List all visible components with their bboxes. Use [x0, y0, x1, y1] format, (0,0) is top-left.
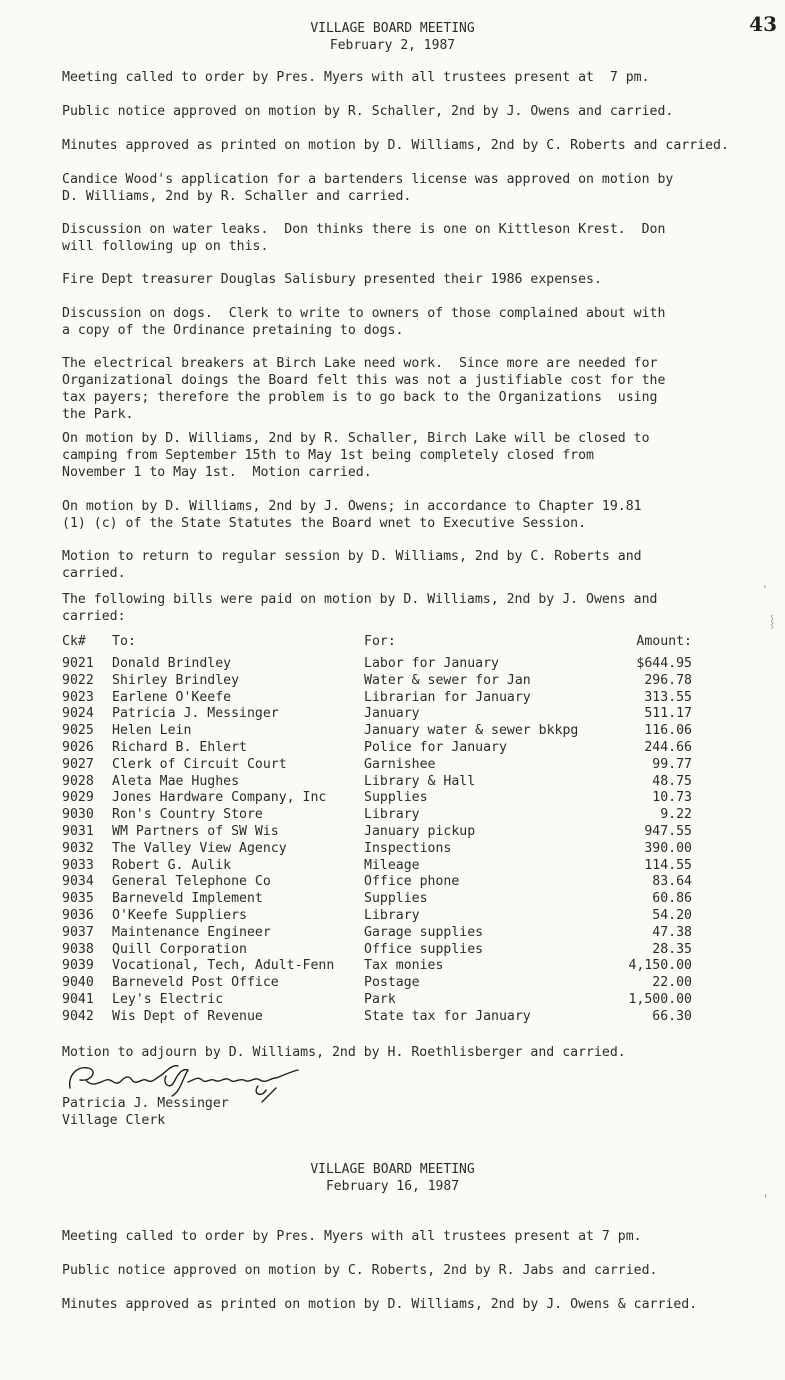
- bill-row: [62, 841, 702, 858]
- bill-payee: WM Partners of SW Wis: [112, 823, 279, 839]
- bill-row: [62, 690, 702, 707]
- bill-payee: Aleta Mae Hughes: [112, 773, 240, 789]
- bill-amount: 313.55: [644, 689, 692, 705]
- bill-ck: 9027: [62, 756, 94, 772]
- bill-purpose: Police for January: [364, 739, 507, 755]
- bill-ck: 9038: [62, 941, 94, 957]
- bill-purpose: State tax for January: [364, 1008, 531, 1024]
- bill-purpose: Garnishee: [364, 756, 436, 772]
- bill-purpose: Library: [364, 807, 420, 823]
- bill-row: [62, 740, 702, 757]
- page-number: 43: [749, 12, 777, 36]
- bill-row: [62, 723, 702, 740]
- bill-purpose: January water & sewer bkkpg: [364, 723, 579, 739]
- bill-payee: Vocational, Tech, Adult-Fenn: [112, 958, 335, 974]
- bill-amount: 4,150.00: [628, 958, 692, 974]
- bill-row: [62, 1009, 702, 1026]
- meeting2-title: VILLAGE BOARD MEETING: [310, 1162, 475, 1177]
- bill-row: [62, 858, 702, 875]
- header-to: To:: [112, 634, 136, 649]
- bill-amount: 244.66: [644, 739, 692, 755]
- bill-purpose: Postage: [364, 975, 420, 991]
- bill-ck: 9024: [62, 706, 94, 722]
- bill-purpose: Supplies: [364, 891, 428, 907]
- bill-ck: 9032: [62, 840, 94, 856]
- bill-ck: 9041: [62, 991, 94, 1007]
- bill-amount: 1,500.00: [628, 991, 692, 1007]
- bill-ck: 9031: [62, 823, 94, 839]
- bill-payee: Robert G. Aulik: [112, 857, 232, 873]
- bill-amount: 947.55: [644, 823, 692, 839]
- meeting1-heading: [0, 20, 785, 54]
- bill-ck: 9037: [62, 924, 94, 940]
- bill-purpose: Office supplies: [364, 941, 484, 957]
- bills-table: [62, 632, 702, 1026]
- bill-ck: 9036: [62, 907, 94, 923]
- bill-row: [62, 908, 702, 925]
- meeting1-title: VILLAGE BOARD MEETING: [310, 21, 475, 36]
- bill-ck: 9040: [62, 975, 94, 991]
- meeting2-date: February 16, 1987: [325, 1179, 460, 1194]
- bill-ck: 9022: [62, 672, 94, 688]
- bill-row: [62, 807, 702, 824]
- bill-payee: Clerk of Circuit Court: [112, 756, 287, 772]
- paragraph: Fire Dept treasurer Douglas Salisbury presented their 1986 expenses.: [62, 272, 602, 287]
- bill-payee: Ley's Electric: [112, 991, 224, 1007]
- paragraph: Minutes approved as printed on motion by D. Williams, 2nd by J. Owens & carried.: [62, 1297, 698, 1312]
- bill-ck: 9042: [62, 1008, 94, 1024]
- bill-row: [62, 958, 702, 975]
- paragraph: Minutes approved as printed on motion by D. Williams, 2nd by C. Roberts and carried.: [62, 138, 729, 153]
- bill-purpose: Garage supplies: [364, 924, 484, 940]
- header-for: For:: [364, 634, 396, 649]
- bill-payee: Quill Corporation: [112, 941, 247, 957]
- bill-ck: 9033: [62, 857, 94, 873]
- bill-purpose: January: [364, 706, 420, 722]
- bill-payee: Barneveld Post Office: [112, 975, 279, 991]
- bill-purpose: Office phone: [364, 874, 460, 890]
- signatory-name: Patricia J. Messinger: [62, 1096, 229, 1111]
- bill-ck: 9039: [62, 958, 94, 974]
- bill-payee: Shirley Brindley: [112, 672, 240, 688]
- bill-ck: 9023: [62, 689, 94, 705]
- bill-amount: 511.17: [644, 706, 692, 722]
- meeting1-date: February 2, 1987: [329, 38, 456, 53]
- bill-payee: Maintenance Engineer: [112, 924, 271, 940]
- bill-purpose: Tax monies: [364, 958, 444, 974]
- bill-payee: Wis Dept of Revenue: [112, 1008, 263, 1024]
- bill-amount: 28.35: [652, 941, 692, 957]
- bill-amount: $644.95: [636, 656, 692, 671]
- bill-row: [62, 975, 702, 992]
- bill-row: [62, 673, 702, 690]
- bills-header-row: [62, 632, 702, 656]
- paragraph: On motion by D. Williams, 2nd by J. Owens; in accordance to Chapter 19.81 (1) (c) of the State Statutes the Board wnet to Executive Session.: [62, 499, 642, 531]
- header-ck: Ck#: [62, 634, 86, 649]
- bill-amount: 296.78: [644, 672, 692, 688]
- bill-payee: General Telephone Co: [112, 874, 271, 890]
- paragraph: Discussion on dogs. Clerk to write to owners of those complained about with a copy of the Ordinance pretaining to dogs.: [62, 306, 666, 338]
- bill-ck: 9021: [62, 656, 94, 671]
- bill-ck: 9034: [62, 874, 94, 890]
- paragraph: Public notice approved on motion by R. Schaller, 2nd by J. Owens and carried.: [62, 104, 674, 119]
- bill-amount: 54.20: [652, 907, 692, 923]
- paragraph: Motion to return to regular session by D. Williams, 2nd by C. Roberts and carried.: [62, 549, 642, 581]
- paragraph: Public notice approved on motion by C. Roberts, 2nd by R. Jabs and carried.: [62, 1263, 658, 1278]
- paragraph: The electrical breakers at Birch Lake need work. Since more are needed for Organizational doings the Board felt this was not a justifiable cost for the tax payers; therefore the problem is to go back to the Organizations using the Park.: [62, 356, 666, 422]
- bill-amount: 114.55: [644, 857, 692, 873]
- bill-ck: 9026: [62, 739, 94, 755]
- margin-mark: ': [764, 1192, 768, 1206]
- bill-row: [62, 774, 702, 791]
- paragraph: On motion by D. Williams, 2nd by R. Schaller, Birch Lake will be closed to camping from September 15th to May 1st being completely closed from November 1 to May 1st. Motion carried.: [62, 431, 650, 480]
- bill-amount: 9.22: [660, 807, 692, 823]
- bill-purpose: Mileage: [364, 857, 420, 873]
- bill-row: [62, 992, 702, 1009]
- paragraph: Discussion on water leaks. Don thinks there is one on Kittleson Krest. Don will following up on this.: [62, 222, 666, 254]
- bill-amount: 48.75: [652, 773, 692, 789]
- bill-payee: O'Keefe Suppliers: [112, 907, 247, 923]
- bill-purpose: January pickup: [364, 823, 476, 839]
- bill-row: [62, 942, 702, 959]
- bill-payee: Helen Lein: [112, 723, 192, 739]
- meeting2-heading: [0, 1161, 785, 1195]
- bill-amount: 390.00: [644, 840, 692, 856]
- bill-purpose: Library: [364, 907, 420, 923]
- bill-purpose: Library & Hall: [364, 773, 476, 789]
- margin-mark: ⸾: [770, 614, 775, 628]
- bill-payee: Richard B. Ehlert: [112, 739, 247, 755]
- bill-purpose: Park: [364, 991, 396, 1007]
- bill-amount: 66.30: [652, 1008, 692, 1024]
- bill-row: [62, 824, 702, 841]
- paragraph: Candice Wood's application for a bartenders license was approved on motion by D. Williams, 2nd by R. Schaller and carried.: [62, 172, 674, 204]
- bill-purpose: Water & sewer for Jan: [364, 672, 531, 688]
- paragraph: Meeting called to order by Pres. Myers with all trustees present at 7 pm.: [62, 70, 650, 85]
- margin-mark: ˛: [762, 574, 768, 588]
- bill-purpose: Librarian for January: [364, 689, 531, 705]
- bill-ck: 9029: [62, 790, 94, 806]
- bill-payee: Donald Brindley: [112, 656, 232, 671]
- header-amount: Amount:: [636, 634, 692, 649]
- bill-row: [62, 656, 702, 673]
- bills-body: [62, 656, 702, 1026]
- bill-ck: 9030: [62, 807, 94, 823]
- bill-purpose: Inspections: [364, 840, 452, 856]
- bill-payee: Jones Hardware Company, Inc: [112, 790, 327, 806]
- adjourn-motion: Motion to adjourn by D. Williams, 2nd by H. Roethlisberger and carried.: [62, 1045, 626, 1060]
- bill-row: [62, 874, 702, 891]
- signatory-title: Village Clerk: [62, 1113, 166, 1128]
- paragraph: Meeting called to order by Pres. Myers with all trustees present at 7 pm.: [62, 1229, 642, 1244]
- bill-row: [62, 757, 702, 774]
- bill-row: [62, 706, 702, 723]
- bill-payee: Ron's Country Store: [112, 807, 263, 823]
- bill-ck: 9025: [62, 723, 94, 739]
- bill-ck: 9028: [62, 773, 94, 789]
- bill-amount: 116.06: [644, 723, 692, 739]
- bill-row: [62, 790, 702, 807]
- bill-purpose: Supplies: [364, 790, 428, 806]
- paragraph: The following bills were paid on motion by D. Williams, 2nd by J. Owens and carried:: [62, 592, 658, 624]
- bill-amount: 99.77: [652, 756, 692, 772]
- bill-row: [62, 891, 702, 908]
- bill-amount: 60.86: [652, 891, 692, 907]
- bill-amount: 22.00: [652, 975, 692, 991]
- bill-payee: The Valley View Agency: [112, 840, 287, 856]
- bill-payee: Earlene O'Keefe: [112, 689, 232, 705]
- bill-payee: Patricia J. Messinger: [112, 706, 279, 722]
- bill-payee: Barneveld Implement: [112, 891, 263, 907]
- bill-amount: 47.38: [652, 924, 692, 940]
- bill-ck: 9035: [62, 891, 94, 907]
- bill-amount: 10.73: [652, 790, 692, 806]
- bill-row: [62, 925, 702, 942]
- bill-purpose: Labor for January: [364, 656, 499, 671]
- bill-amount: 83.64: [652, 874, 692, 890]
